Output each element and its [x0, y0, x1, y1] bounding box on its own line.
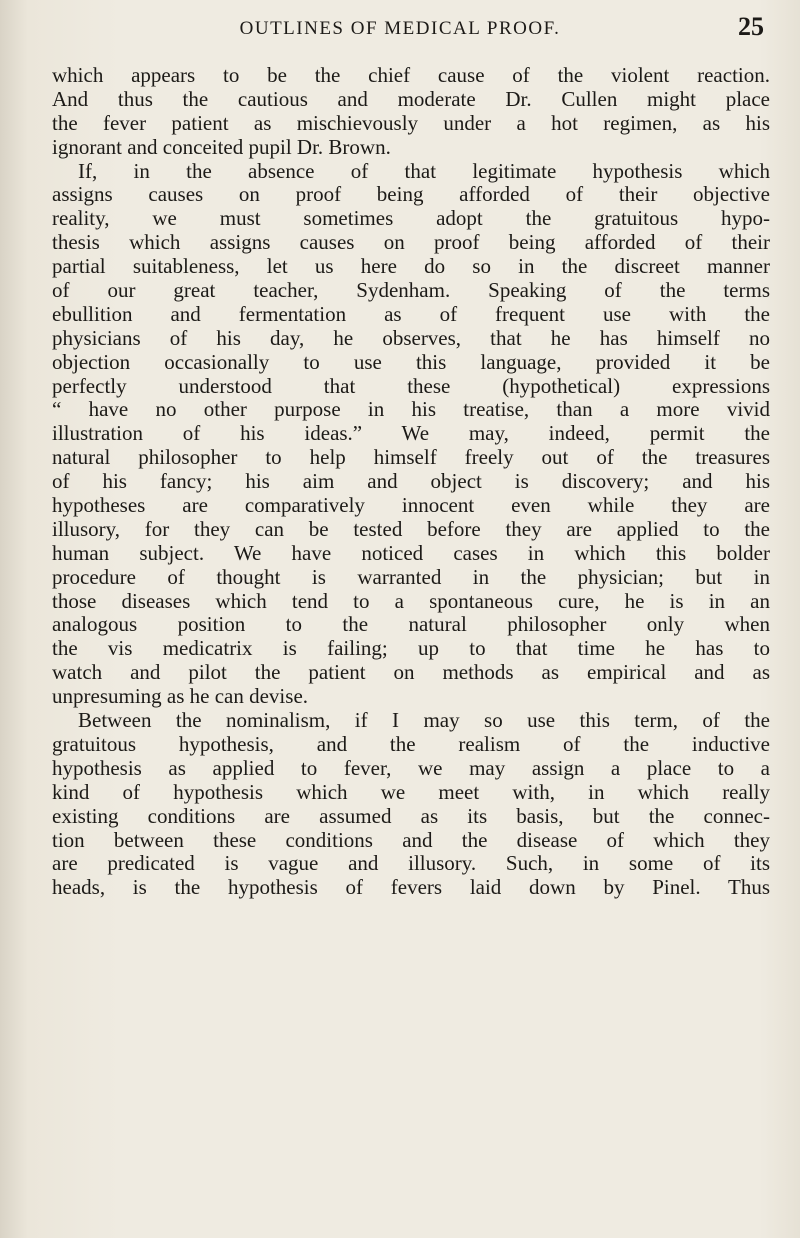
text-line: partial suitableness, let us here do so in the discreet manner	[52, 254, 770, 279]
text-line: physicians of his day, he observes, that he has himself no	[52, 325, 770, 350]
text-line: ebullition and fermentation as of frequent use with the	[52, 301, 770, 326]
text-line: assigns causes on proof being afforded of their objective	[52, 182, 770, 207]
text-line: Between the nominalism, if I may so use this term, of the	[78, 708, 770, 733]
text-line: And thus the cautious and moderate Dr. Cullen might place	[52, 86, 770, 111]
text-line: kind of hypothesis which we meet with, in which really	[52, 779, 770, 804]
text-line: which appears to be the chief cause of the violent reaction.	[52, 63, 770, 87]
text-line: of our great teacher, Sydenham. Speaking of the terms	[52, 278, 770, 303]
running-title: OUTLINES OF MEDICAL PROOF.	[239, 18, 561, 39]
text-line: are predicated is vague and illusory. Such, in some of its	[52, 851, 770, 876]
text-line: watch and pilot the patient on methods as empirical and as	[52, 660, 770, 685]
text-line: “ have no other purpose in his treatise, than a more vivid	[52, 397, 770, 422]
text-line: those diseases which tend to a spontaneous cure, he is in an	[52, 588, 770, 613]
text-line: procedure of thought is warranted in the physician; but in	[52, 564, 770, 589]
text-line: heads, is the hypothesis of fevers laid down by Pinel. Thus	[52, 875, 770, 900]
text-line: of his fancy; his aim and object is discovery; and his	[52, 469, 770, 494]
page-number: 25	[738, 12, 764, 41]
paragraph-2	[52, 160, 770, 709]
text-line: existing conditions are assumed as its basis, but the connec-	[52, 803, 770, 828]
text-line: thesis which assigns causes on proof being afforded of their	[52, 230, 770, 255]
running-head	[0, 12, 800, 52]
text-line: tion between these conditions and the disease of which they	[52, 827, 770, 852]
text-line: illusory, for they can be tested before they are applied to the	[52, 516, 770, 541]
text-line: hypotheses are comparatively innocent even while they are	[52, 493, 770, 518]
body-text	[52, 64, 770, 900]
text-line: human subject. We have noticed cases in which this bolder	[52, 540, 770, 565]
text-line: unpresuming as he can devise.	[52, 684, 309, 709]
paragraph-3	[52, 709, 770, 900]
text-line: the vis medicatrix is failing; up to that time he has to	[52, 636, 770, 661]
text-line: If, in the absence of that legitimate hypothesis which	[78, 158, 770, 183]
text-line: illustration of his ideas.” We may, indeed, permit the	[52, 421, 770, 446]
text-line: objection occasionally to use this language, provided it be	[52, 349, 770, 374]
text-line: hypothesis as applied to fever, we may assign a place to a	[52, 755, 770, 780]
text-line: perfectly understood that these (hypothetical) expressions	[52, 373, 770, 398]
text-line: reality, we must sometimes adopt the gratuitous hypo-	[52, 206, 770, 231]
text-line: the fever patient as mischievously under a hot regimen, as his	[52, 110, 770, 135]
text-line: gratuitous hypothesis, and the realism of the inductive	[52, 731, 770, 756]
paragraph-1	[52, 64, 770, 160]
text-line: ignorant and conceited pupil Dr. Brown.	[52, 134, 391, 159]
text-line: analogous position to the natural philosopher only when	[52, 612, 770, 637]
text-line: natural philosopher to help himself freely out of the treasures	[52, 445, 770, 470]
